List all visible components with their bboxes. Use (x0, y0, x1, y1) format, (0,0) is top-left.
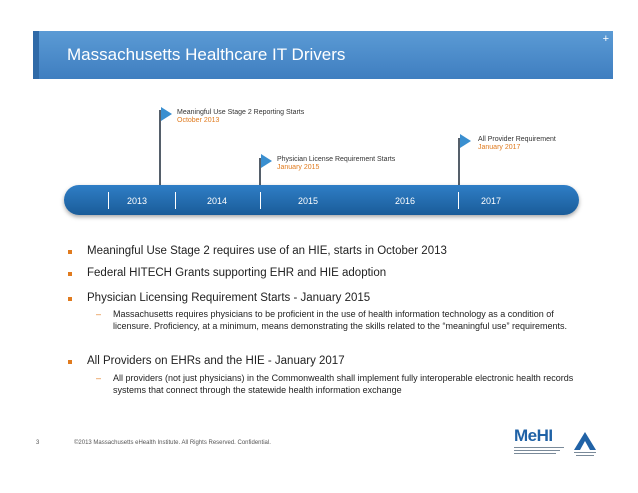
bullet-item: Physician Licensing Requirement Starts - January 2015 (87, 292, 371, 304)
year-label: 2017 (481, 196, 502, 206)
page-number: 3 (36, 440, 40, 446)
bullet-icon (68, 272, 72, 276)
bullet-icon (68, 250, 72, 254)
milestone-title: Physician License Requirement Starts (277, 156, 396, 163)
milestone-title: All Provider Requirement (478, 136, 556, 143)
sub-bullet-item: All providers (not just physicians) in the Commonwealth shall implement fully interoperable electronic health records systems that connect through the statewide health information exchange (113, 373, 574, 395)
mehi-logo-text: MeHI (514, 426, 553, 445)
milestone-date: October 2013 (177, 117, 220, 124)
footer-copyright: ©2013 Massachusetts eHealth Institute. All Rights Reserved. Confidential. (74, 440, 271, 446)
bullet-item: All Providers on EHRs and the HIE - January 2017 (87, 355, 345, 367)
bullet-icon (68, 360, 72, 364)
sub-bullet-item: Massachusetts requires physicians to be proficient in the use of health information technology as a condition of licensure. Proficiency, at a minimum, means demonstrating the skills related to the “meaningful use” requirements. (113, 309, 568, 331)
mehi-logo (514, 426, 566, 456)
milestone-title: Meaningful Use Stage 2 Reporting Starts (177, 109, 305, 116)
plus-mark: + (602, 33, 609, 45)
bullet-item: Meaningful Use Stage 2 requires use of an HIE, starts in October 2013 (87, 245, 447, 257)
year-label: 2014 (207, 196, 228, 206)
year-label: 2016 (395, 196, 416, 206)
sub-bullet-dash: – (96, 373, 102, 383)
year-label: 2015 (298, 196, 319, 206)
sub-bullet-dash: – (96, 309, 102, 319)
year-label: 2013 (127, 196, 148, 206)
milestone-date: January 2017 (478, 144, 521, 151)
bullet-item: Federal HITECH Grants supporting EHR and HIE adoption (87, 267, 387, 279)
milestone-date: January 2015 (277, 164, 320, 171)
page-title: Massachusetts Healthcare IT Drivers (67, 45, 346, 64)
bullet-icon (68, 297, 72, 301)
mass-tech-logo-icon (570, 428, 600, 458)
